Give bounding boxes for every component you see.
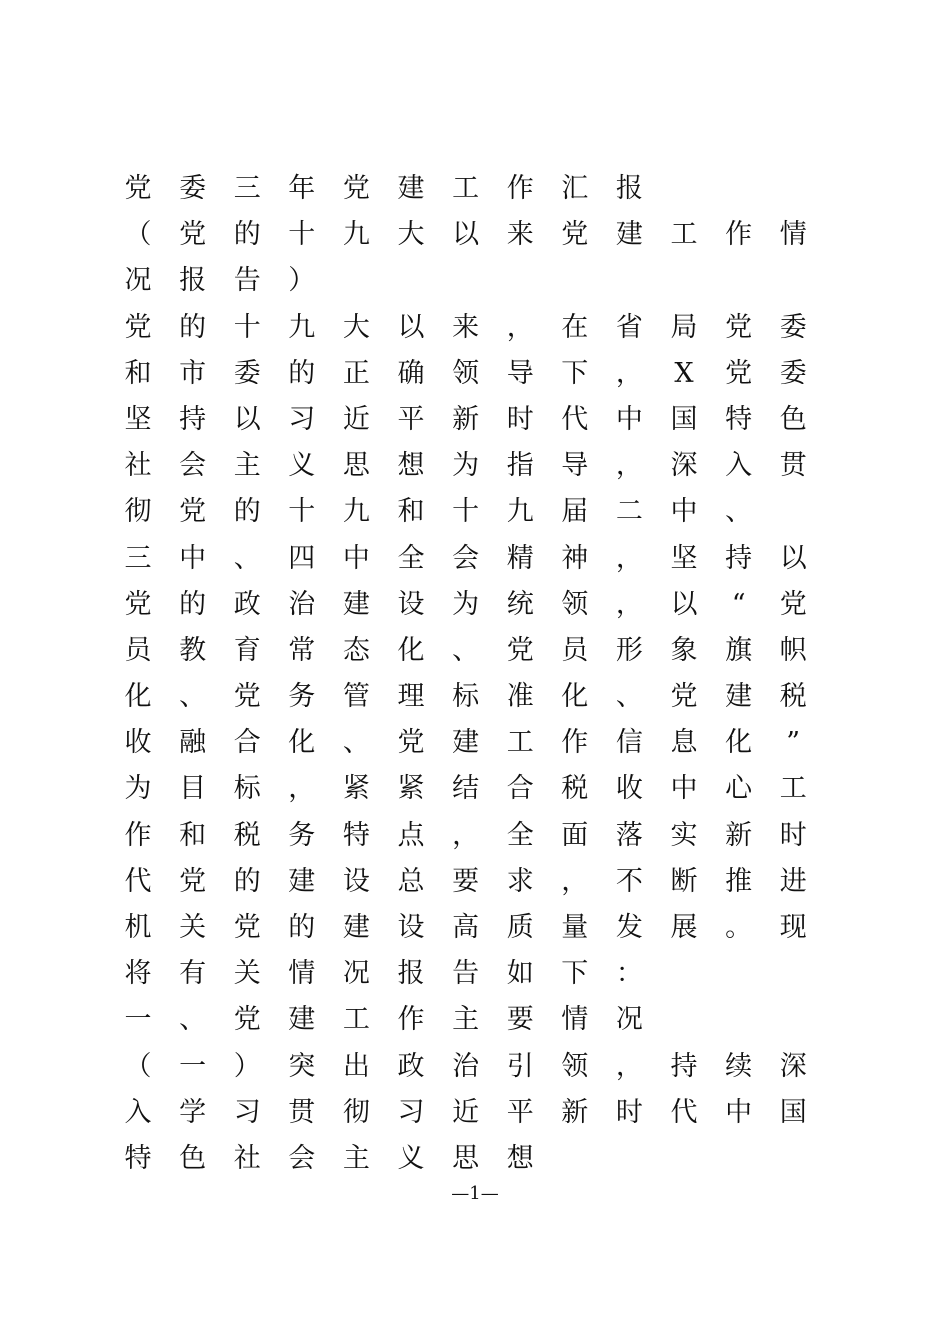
text-char: 工 — [342, 1004, 370, 1036]
text-char: 在 — [561, 311, 589, 343]
text-char: 和 — [124, 357, 152, 389]
text-char: 的 — [179, 588, 207, 620]
text-char: 化 — [288, 727, 316, 759]
text-char: 近 — [342, 403, 370, 435]
text-char: 党 — [506, 634, 534, 666]
text-char: 局 — [670, 311, 698, 343]
text-char: 党 — [397, 727, 425, 759]
text-char: 会 — [179, 450, 207, 482]
text-char: 治 — [452, 1050, 480, 1082]
text-char: 一 — [124, 1004, 152, 1036]
text-char: “ — [731, 588, 746, 620]
text-char: 九 — [506, 496, 534, 528]
text-char: 大 — [342, 311, 370, 343]
text-char: 合 — [233, 727, 261, 759]
text-char: ， — [452, 819, 480, 851]
text-char: 标 — [233, 773, 261, 805]
text-char: 税 — [779, 681, 807, 713]
text-char: 平 — [397, 403, 425, 435]
text-char: 正 — [342, 357, 370, 389]
text-char: 中 — [670, 496, 698, 528]
text-char: 党 — [725, 357, 753, 389]
text-char: ， — [506, 311, 534, 343]
text-char: 中 — [615, 403, 643, 435]
text-char: 以 — [452, 219, 480, 251]
text-char: 省 — [615, 311, 643, 343]
text-char: 以 — [233, 403, 261, 435]
text-char: 心 — [725, 773, 753, 805]
text-line — [122, 397, 812, 443]
text-char: 标 — [452, 681, 480, 713]
text-char: 领 — [561, 1050, 589, 1082]
text-char: 工 — [506, 727, 534, 759]
text-char: 旗 — [725, 634, 753, 666]
text-char: 社 — [124, 450, 152, 482]
text-line — [122, 351, 812, 397]
text-char: 情 — [561, 1004, 589, 1036]
text-char: 如 — [506, 958, 534, 990]
text-char: 大 — [397, 219, 425, 251]
text-char: 党 — [233, 912, 261, 943]
text-char: 作 — [124, 819, 152, 851]
text-char: 员 — [124, 634, 152, 666]
text-line — [122, 443, 812, 489]
text-char: 九 — [288, 311, 316, 343]
text-char: 。 — [725, 912, 753, 943]
text-char: 神 — [561, 542, 589, 574]
text-char: 领 — [561, 588, 589, 620]
text-line — [122, 720, 812, 766]
text-char: 建 — [452, 727, 480, 759]
text-char: 一 — [179, 1050, 207, 1082]
text-char: 突 — [288, 1050, 316, 1082]
text-char: 想 — [506, 1142, 534, 1174]
text-char: 党 — [179, 496, 207, 528]
text-char: ， — [615, 357, 643, 389]
text-char: 年 — [288, 173, 316, 204]
text-line — [122, 905, 812, 951]
text-char: 中 — [670, 773, 698, 805]
text-char: 情 — [779, 219, 807, 251]
text-char: ： — [615, 958, 643, 990]
text-char: 总 — [397, 865, 425, 897]
text-char: 和 — [179, 819, 207, 851]
text-line — [122, 305, 812, 351]
text-char: 况 — [124, 265, 152, 297]
text-char: 中 — [725, 1096, 753, 1128]
text-char: 情 — [288, 958, 316, 990]
text-char: 的 — [233, 219, 261, 251]
text-char: 以 — [670, 588, 698, 620]
text-char: 要 — [452, 865, 480, 897]
text-char: 党 — [124, 311, 152, 343]
text-line — [122, 258, 812, 304]
text-char: 务 — [288, 819, 316, 851]
text-char: 习 — [233, 1096, 261, 1128]
text-char: 近 — [452, 1096, 480, 1128]
text-char: 理 — [397, 681, 425, 713]
text-char: 工 — [779, 773, 807, 805]
text-char: 精 — [506, 542, 534, 574]
text-char: 进 — [779, 865, 807, 897]
text-char: 代 — [124, 865, 152, 897]
text-char: 为 — [124, 773, 152, 805]
text-line — [122, 1136, 812, 1182]
text-char: 态 — [342, 634, 370, 666]
text-char: 建 — [342, 912, 370, 943]
text-char: ， — [615, 542, 643, 574]
text-char: 中 — [342, 542, 370, 574]
text-char: 主 — [233, 450, 261, 482]
text-char: X — [674, 357, 694, 389]
text-char: 委 — [179, 173, 207, 204]
text-char: 确 — [397, 357, 425, 389]
text-char: 特 — [342, 819, 370, 851]
text-char: 持 — [670, 1050, 698, 1082]
text-char: 关 — [179, 912, 207, 943]
text-char: 代 — [561, 403, 589, 435]
text-char: 以 — [397, 311, 425, 343]
text-char: 息 — [670, 727, 698, 759]
text-char: 新 — [452, 403, 480, 435]
text-char: 建 — [725, 681, 753, 713]
text-char: 、 — [233, 542, 261, 574]
text-char: 政 — [397, 1050, 425, 1082]
text-char: 全 — [506, 819, 534, 851]
text-char: 十 — [452, 496, 480, 528]
text-line — [122, 859, 812, 905]
text-char: 习 — [397, 1096, 425, 1128]
text-char: 融 — [179, 727, 207, 759]
text-char: 贯 — [288, 1096, 316, 1128]
text-char: 引 — [506, 1050, 534, 1082]
text-char: 坚 — [124, 403, 152, 435]
text-char: ， — [615, 1050, 643, 1082]
text-line — [122, 489, 812, 535]
text-char: 党 — [342, 173, 370, 204]
text-char: ， — [561, 865, 589, 897]
text-char: 为 — [452, 588, 480, 620]
text-char: 中 — [179, 542, 207, 574]
text-char: 发 — [615, 912, 643, 943]
text-char: 深 — [779, 1050, 807, 1082]
text-char: 新 — [561, 1096, 589, 1128]
text-char: 汇 — [561, 173, 589, 204]
text-char: 报 — [179, 265, 207, 297]
text-line — [122, 582, 812, 628]
text-char: 工 — [670, 219, 698, 251]
text-char: 九 — [342, 496, 370, 528]
text-char: 党 — [124, 588, 152, 620]
text-char: 管 — [342, 681, 370, 713]
text-char: 收 — [124, 727, 152, 759]
text-char: 化 — [561, 681, 589, 713]
text-char: 告 — [233, 265, 261, 297]
text-char: 化 — [397, 634, 425, 666]
text-char: 建 — [615, 219, 643, 251]
text-char: （ — [124, 219, 152, 251]
text-char: 主 — [452, 1004, 480, 1036]
text-char: 面 — [561, 819, 589, 851]
text-char: 、 — [342, 727, 370, 759]
text-char: 设 — [397, 912, 425, 943]
text-char: 建 — [288, 1004, 316, 1036]
text-char: 、 — [615, 681, 643, 713]
text-line — [122, 674, 812, 720]
text-char: 不 — [615, 865, 643, 897]
text-char: 的 — [288, 357, 316, 389]
text-char: 关 — [233, 958, 261, 990]
text-char: 作 — [397, 1004, 425, 1036]
text-char: 新 — [725, 819, 753, 851]
text-char: 特 — [124, 1142, 152, 1174]
text-line — [122, 766, 812, 812]
text-char: 合 — [506, 773, 534, 805]
text-char: 入 — [725, 450, 753, 482]
text-char: 贯 — [779, 450, 807, 482]
text-char: 作 — [506, 173, 534, 204]
text-char: 紧 — [397, 773, 425, 805]
text-char: 设 — [397, 588, 425, 620]
text-char: 统 — [506, 588, 534, 620]
text-char: 建 — [288, 865, 316, 897]
text-char: 党 — [561, 219, 589, 251]
text-char: 国 — [670, 403, 698, 435]
text-char: 想 — [397, 450, 425, 482]
text-char: 、 — [452, 634, 480, 666]
text-line — [122, 1090, 812, 1136]
text-char: 国 — [779, 1096, 807, 1128]
text-char: 下 — [561, 958, 589, 990]
text-char: 导 — [561, 450, 589, 482]
text-char: 况 — [615, 1004, 643, 1036]
text-char: 收 — [615, 773, 643, 805]
text-char: 续 — [725, 1050, 753, 1082]
text-char: 义 — [397, 1142, 425, 1174]
text-char: 的 — [179, 311, 207, 343]
text-char: 的 — [233, 865, 261, 897]
text-char: 现 — [779, 912, 807, 943]
text-char: ） — [233, 1050, 261, 1082]
text-char: 量 — [561, 912, 589, 943]
text-char: 育 — [233, 634, 261, 666]
text-char: 要 — [506, 1004, 534, 1036]
document-body — [122, 166, 812, 1182]
text-char: 党 — [233, 1004, 261, 1036]
text-char: 准 — [506, 681, 534, 713]
text-char: ， — [615, 450, 643, 482]
text-char: 委 — [233, 357, 261, 389]
text-char: 以 — [779, 542, 807, 574]
text-char: 思 — [342, 450, 370, 482]
text-char: 为 — [452, 450, 480, 482]
text-char: 报 — [397, 958, 425, 990]
text-char: 会 — [452, 542, 480, 574]
text-char: 紧 — [342, 773, 370, 805]
text-line — [122, 536, 812, 582]
text-char: 主 — [342, 1142, 370, 1174]
text-char: 报 — [615, 173, 643, 204]
text-char: 展 — [670, 912, 698, 943]
text-char: 的 — [288, 912, 316, 943]
text-char: 来 — [452, 311, 480, 343]
text-char: 务 — [288, 681, 316, 713]
text-char: 习 — [288, 403, 316, 435]
text-char: 建 — [397, 173, 425, 204]
text-line — [122, 1044, 812, 1090]
text-char: 特 — [725, 403, 753, 435]
text-char: 党 — [233, 681, 261, 713]
text-char: 有 — [179, 958, 207, 990]
text-char: 二 — [615, 496, 643, 528]
text-char: 和 — [397, 496, 425, 528]
text-line — [122, 212, 812, 258]
text-char: 深 — [670, 450, 698, 482]
text-char: 代 — [670, 1096, 698, 1128]
text-char: 色 — [779, 403, 807, 435]
text-char: 三 — [233, 173, 261, 204]
text-char: ” — [786, 727, 801, 759]
text-char: 税 — [561, 773, 589, 805]
text-char: 入 — [124, 1096, 152, 1128]
text-char: ） — [288, 265, 316, 297]
text-char: 指 — [506, 450, 534, 482]
text-char: 领 — [452, 357, 480, 389]
text-char: 十 — [288, 496, 316, 528]
text-char: 义 — [288, 450, 316, 482]
text-char: 十 — [233, 311, 261, 343]
text-char: （ — [124, 1050, 152, 1082]
text-char: 税 — [233, 819, 261, 851]
text-char: 化 — [725, 727, 753, 759]
text-char: 设 — [342, 865, 370, 897]
text-char: 思 — [452, 1142, 480, 1174]
text-char: 彻 — [124, 496, 152, 528]
text-char: 象 — [670, 634, 698, 666]
text-line — [122, 166, 812, 212]
text-char: 结 — [452, 773, 480, 805]
text-char: 彻 — [342, 1096, 370, 1128]
text-char: 、 — [179, 681, 207, 713]
text-char: 党 — [124, 173, 152, 204]
text-char: 况 — [342, 958, 370, 990]
text-char: 帜 — [779, 634, 807, 666]
text-char: 、 — [179, 1004, 207, 1036]
text-char: 党 — [725, 311, 753, 343]
text-char: 工 — [452, 173, 480, 204]
text-char: 教 — [179, 634, 207, 666]
text-char: 政 — [233, 588, 261, 620]
text-char: 作 — [725, 219, 753, 251]
text-char: 届 — [561, 496, 589, 528]
text-char: 党 — [670, 681, 698, 713]
text-char: 委 — [779, 357, 807, 389]
text-char: 委 — [779, 311, 807, 343]
text-char: 的 — [233, 496, 261, 528]
text-line — [122, 997, 812, 1043]
text-char: 作 — [561, 727, 589, 759]
text-char: ， — [288, 773, 316, 805]
text-char: 形 — [615, 634, 643, 666]
text-char: 常 — [288, 634, 316, 666]
text-char: 党 — [779, 588, 807, 620]
text-char: 持 — [725, 542, 753, 574]
page-number: —1— — [451, 1183, 499, 1204]
text-char: 来 — [506, 219, 534, 251]
text-char: 实 — [670, 819, 698, 851]
text-char: 断 — [670, 865, 698, 897]
text-char: 建 — [342, 588, 370, 620]
text-char: 员 — [561, 634, 589, 666]
text-char: 高 — [452, 912, 480, 943]
text-char: 出 — [342, 1050, 370, 1082]
text-char: 时 — [615, 1096, 643, 1128]
text-line — [122, 628, 812, 674]
text-char: 三 — [124, 542, 152, 574]
text-char: 全 — [397, 542, 425, 574]
text-char: 四 — [288, 542, 316, 574]
text-char: 、 — [725, 496, 753, 528]
text-char: 机 — [124, 912, 152, 943]
text-char: 党 — [179, 219, 207, 251]
text-char: 点 — [397, 819, 425, 851]
text-line — [122, 951, 812, 997]
text-char: 社 — [233, 1142, 261, 1174]
text-char: 党 — [179, 865, 207, 897]
text-char: 下 — [561, 357, 589, 389]
text-char: 告 — [452, 958, 480, 990]
text-char: 会 — [288, 1142, 316, 1174]
text-char: 十 — [288, 219, 316, 251]
text-char: 将 — [124, 958, 152, 990]
text-char: 落 — [615, 819, 643, 851]
text-char: 质 — [506, 912, 534, 943]
text-char: 平 — [506, 1096, 534, 1128]
text-line — [122, 813, 812, 859]
text-char: ， — [615, 588, 643, 620]
text-char: 市 — [179, 357, 207, 389]
text-char: 学 — [179, 1096, 207, 1128]
text-char: 坚 — [670, 542, 698, 574]
text-char: 导 — [506, 357, 534, 389]
text-char: 目 — [179, 773, 207, 805]
text-char: 九 — [342, 219, 370, 251]
text-char: 求 — [506, 865, 534, 897]
text-char: 时 — [506, 403, 534, 435]
text-char: 持 — [179, 403, 207, 435]
text-char: 时 — [779, 819, 807, 851]
text-char: 化 — [124, 681, 152, 713]
text-char: 信 — [615, 727, 643, 759]
text-char: 推 — [725, 865, 753, 897]
text-char: 色 — [179, 1142, 207, 1174]
text-char: 治 — [288, 588, 316, 620]
